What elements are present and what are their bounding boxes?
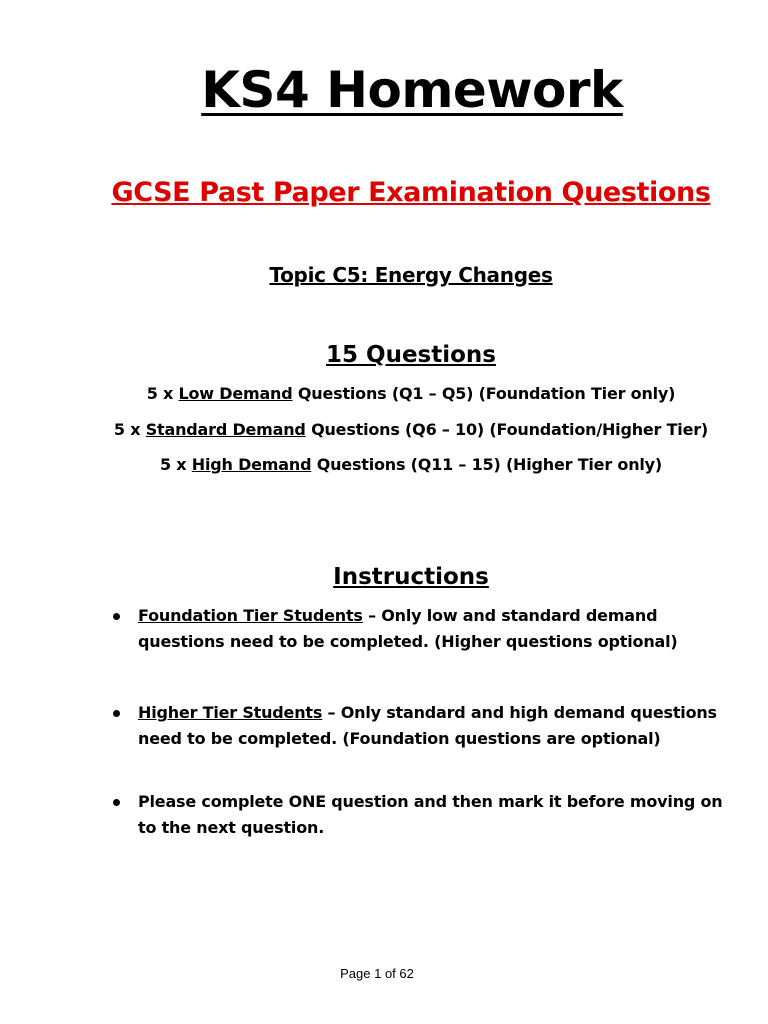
instruction-body: Please complete ONE question and then mark it before moving on to the next question. bbox=[138, 792, 723, 837]
demand-prefix: 5 x bbox=[113, 420, 146, 439]
demand-term: Standard Demand bbox=[145, 420, 306, 439]
topic-heading: Topic C5: Energy Changes bbox=[269, 263, 553, 287]
page-subtitle: GCSE Past Paper Examination Questions bbox=[111, 177, 711, 208]
demand-suffix: Questions (Q1 – Q5) (Foundation Tier only) bbox=[292, 384, 676, 403]
instructions-heading: Instructions bbox=[333, 564, 489, 590]
demand-suffix: Questions (Q11 – 15) (Higher Tier only) bbox=[311, 455, 663, 474]
instruction-item-higher bbox=[113, 700, 733, 752]
instruction-text bbox=[138, 789, 733, 841]
page-title: KS4 Homework bbox=[201, 61, 623, 119]
demand-prefix: 5 x bbox=[159, 455, 192, 474]
instruction-term: Foundation Tier Students bbox=[138, 606, 363, 625]
instruction-text bbox=[138, 603, 733, 655]
demand-prefix: 5 x bbox=[146, 384, 179, 403]
bullet-icon bbox=[113, 710, 120, 717]
demand-line-low bbox=[27, 382, 768, 406]
page-number: Page 1 of 62 bbox=[340, 966, 414, 981]
instruction-body: – Only low and standard demand questions need to be completed. (Higher questions optional) bbox=[138, 606, 678, 651]
demand-line-standard bbox=[27, 418, 768, 442]
instruction-item-marking bbox=[113, 789, 733, 841]
demand-term: High Demand bbox=[191, 455, 312, 474]
demand-term: Low Demand bbox=[178, 384, 293, 403]
instruction-text bbox=[138, 700, 733, 752]
question-count-heading: 15 Questions bbox=[326, 342, 496, 368]
instruction-item-foundation bbox=[113, 603, 733, 655]
demand-line-high bbox=[27, 453, 768, 477]
instruction-body: – Only standard and high demand questions need to be completed. (Foundation questions are optional) bbox=[138, 703, 717, 748]
bullet-icon bbox=[113, 613, 120, 620]
bullet-icon bbox=[113, 799, 120, 806]
instruction-term: Higher Tier Students bbox=[138, 703, 323, 722]
demand-suffix: Questions (Q6 – 10) (Foundation/Higher Tier) bbox=[305, 420, 709, 439]
